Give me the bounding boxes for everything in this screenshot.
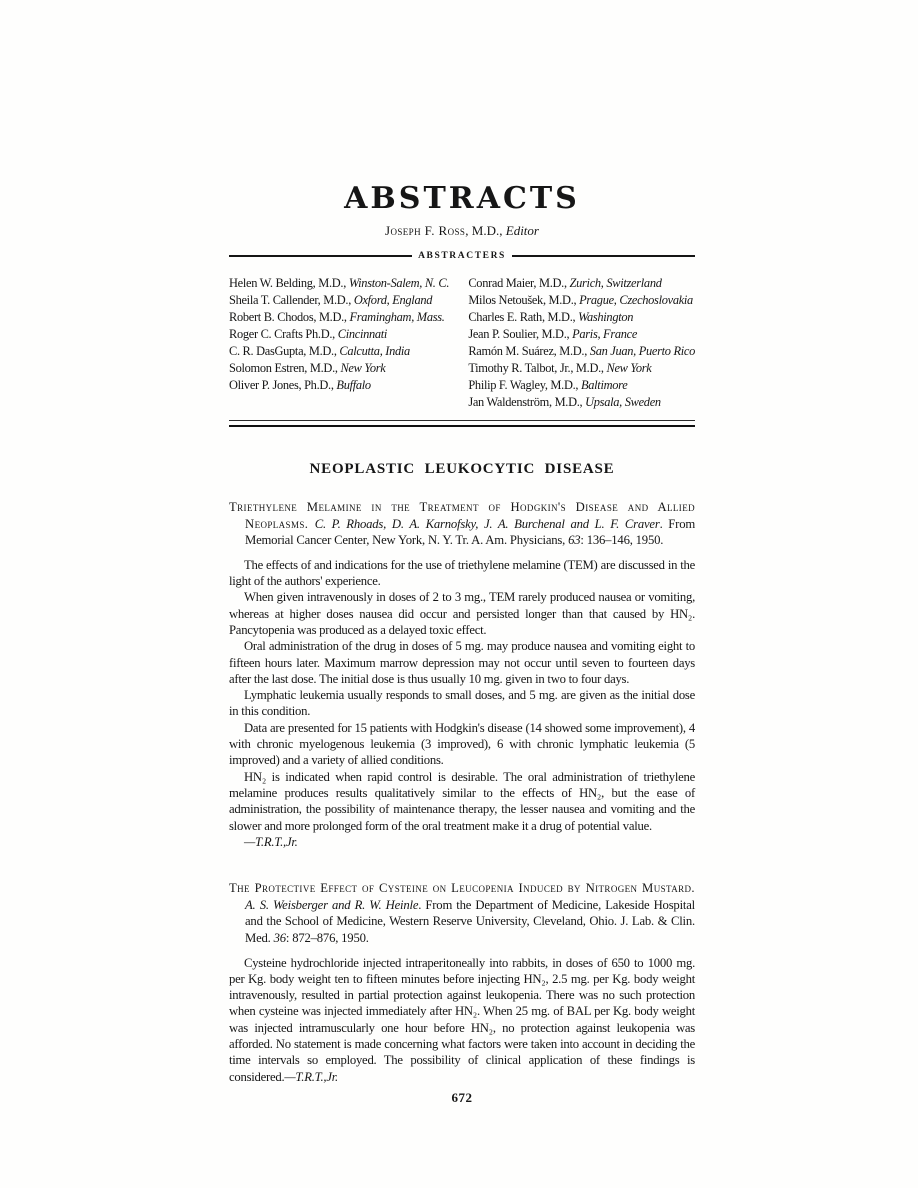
abstracter-name: Ramón M. Suárez, M.D.,: [468, 344, 590, 358]
abstracter-entry: [468, 309, 695, 326]
page-number: 672: [451, 1089, 473, 1105]
abstract-1-citation: [229, 499, 695, 549]
abstracter-name: Conrad Maier, M.D.,: [468, 276, 570, 290]
abstracter-location: Paris, France: [572, 327, 638, 341]
abstract-paragraph: [229, 769, 695, 850]
abstracter-name: Philip F. Wagley, M.D.,: [468, 378, 581, 392]
abstract-2-citation: [229, 880, 695, 946]
abstract-1-body: [229, 557, 695, 850]
abstracter-signature: —T.R.T.,Jr.: [244, 834, 298, 849]
abstracter-entry: [468, 275, 695, 292]
abstracter-name: Oliver P. Jones, Ph.D.,: [229, 378, 337, 392]
abstracter-entry: [229, 275, 449, 292]
abstract-2-body: [229, 955, 695, 1085]
abstract-body-text: Cysteine hydrochloride injected intraperitoneally into rabbits, in doses of 650 to 1000 mg. per Kg. body weight ten to fifteen minutes before injecting HN₂, 2.5 mg. per Kg. body weight intravenously, resulted in partial protection against leukopenia. There was no such protection when cysteine was injected immediately after HN₂. When 25 mg. of BAL per Kg. body weight was injected intramuscularly one hour before HN₂, no protection against leukopenia was afforded. No statement is made concerning what factors were taken into account in deciding the time intervals so employed. The possibility of clinical application of these findings is considered.: [229, 955, 695, 1084]
abstracter-entry: [229, 360, 449, 377]
abstracter-entry: [229, 292, 449, 309]
abstracter-entry: [468, 360, 695, 377]
abstract-1-title: Triethylene Melamine in the Treatment of Hodgkin's Disease and Allied Neoplasms.: [229, 500, 695, 531]
abstracter-location: Calcutta, India: [339, 344, 410, 358]
abstract-2-title: The Protective Effect of Cysteine on Leucopenia Induced by Nitrogen Mustard.: [229, 881, 695, 896]
abstracter-location: San Juan, Puerto Rico: [589, 344, 695, 358]
divider-line-right: [512, 255, 695, 257]
abstracter-name: Jean P. Soulier, M.D.,: [468, 327, 573, 341]
abstracters-divider: [229, 251, 695, 261]
abstracter-signature: —T.R.T.,Jr.: [284, 1069, 338, 1084]
abstracter-entry: [229, 326, 449, 343]
abstract-2-source: . From the Department of Medicine, Lakeside Hospital and the School of Medicine, Western Reserve University, Cleveland, Ohio. J. Lab. & Clin. Med.: [245, 897, 695, 945]
abstracter-entry: [468, 343, 695, 360]
abstract-paragraph: [229, 955, 695, 1085]
abstracter-name: Helen W. Belding, M.D.,: [229, 276, 349, 290]
section-heading: NEOPLASTIC LEUKOCYTIC DISEASE: [309, 461, 615, 477]
abstracter-entry: [229, 343, 449, 360]
abstracter-location: Washington: [578, 310, 634, 324]
abstract-1-volume: 63: [568, 533, 581, 548]
abstracter-location: Upsala, Sweden: [585, 395, 661, 409]
abstracter-location: Cincinnati: [337, 327, 388, 341]
abstracter-entry: [229, 377, 449, 394]
abstract-2: [229, 880, 695, 1085]
editor-role: Editor: [505, 223, 539, 238]
abstract-closing-text: HN₂ is indicated when rapid control is desirable. The oral administration of triethylene melamine produces results qualitatively similar to the effects of HN₂, but the ease of administration, the possibility of maintenance therapy, the lesser nausea and vomiting and the slower and more prolonged form of the oral treatment make it a drug of potential value.: [229, 769, 695, 833]
abstracter-location: Framingham, Mass.: [349, 310, 445, 324]
abstracter-location: Prague, Czechoslovakia: [579, 293, 693, 307]
editor-line: [229, 223, 695, 239]
abstracters-list: [229, 275, 695, 411]
abstracters-column-right: [468, 275, 695, 411]
abstracter-location: Zurich, Switzerland: [569, 276, 662, 290]
abstracter-name: Jan Waldenström, M.D.,: [468, 395, 586, 409]
abstracter-name: Robert B. Chodos, M.D.,: [229, 310, 350, 324]
abstract-1-authors: C. P. Rhoads, D. A. Karnofsky, J. A. Burchenal and L. F. Craver: [314, 516, 660, 531]
abstracter-entry: [229, 309, 449, 326]
abstracter-name: Milos Netoušek, M.D.,: [468, 293, 580, 307]
abstracter-location: New York: [606, 361, 652, 375]
editor-name: Joseph F. Ross: [385, 223, 466, 238]
abstracter-entry: [468, 377, 695, 394]
abstracter-location: Baltimore: [581, 378, 628, 392]
abstracter-name: C. R. DasGupta, M.D.,: [229, 344, 340, 358]
editor-degrees: , M.D.,: [465, 223, 506, 238]
abstract-2-authors: A. S. Weisberger and R. W. Heinle: [245, 897, 419, 912]
page-content: [229, 181, 695, 1106]
abstracter-entry: [468, 326, 695, 343]
section-divider-rule: [229, 420, 695, 427]
abstracter-name: Sheila T. Callender, M.D.,: [229, 293, 354, 307]
abstracter-location: Winston-Salem, N. C.: [348, 276, 450, 290]
abstract-1-source: . From Memorial Cancer Center, New York, N. Y. Tr. A. Am. Physicians,: [245, 516, 696, 548]
abstracter-location: Buffalo: [336, 378, 371, 392]
abstracter-entry: [468, 292, 695, 309]
divider-line-left: [229, 255, 412, 257]
abstracter-name: Charles E. Rath, M.D.,: [468, 310, 579, 324]
abstract-paragraph: Data are presented for 15 patients with Hodgkin's disease (14 showed some improvement), 4 with chronic myelogenous leukemia (3 improved), 6 with chronic lymphatic leukemia (5 improved) and a variety of allied conditions.: [229, 720, 695, 768]
abstract-2-pages: : 872–876, 1950.: [285, 930, 369, 945]
abstract-paragraph: Oral administration of the drug in doses of 5 mg. may produce nausea and vomiting eight to fifteen hours later. Maximum marrow depression may not occur until seven to fourteen days after the last dose. The initial dose is thus usually 10 mg. given in two to four days.: [229, 639, 695, 686]
abstracters-column-left: [229, 275, 449, 411]
abstract-1-pages: : 136–146, 1950.: [580, 533, 664, 548]
abstract-1: [229, 499, 695, 850]
abstracter-entry: [468, 394, 695, 411]
abstracter-name: Timothy R. Talbot, Jr., M.D.,: [468, 361, 607, 375]
abstract-paragraph: When given intravenously in doses of 2 to 3 mg., TEM rarely produced nausea or vomiting, whereas at higher doses nausea did occur and persisted longer than that caused by HN₂. Pancytopenia was produced as a delayed toxic effect.: [229, 590, 695, 637]
abstract-paragraph: Lymphatic leukemia usually responds to small doses, and 5 mg. are given as the initial dose in this condition.: [229, 688, 695, 719]
abstracter-name: Solomon Estren, M.D.,: [229, 361, 341, 375]
abstract-2-volume: 36: [273, 930, 286, 945]
abstracter-location: Oxford, England: [353, 293, 433, 307]
abstract-paragraph: The effects of and indications for the use of triethylene melamine (TEM) are discussed in the light of the authors' experience.: [229, 557, 695, 589]
abstracters-label: ABSTRACTERS: [418, 251, 506, 261]
abstracter-name: Roger C. Crafts Ph.D.,: [229, 327, 338, 341]
page-title: ABSTRACTS: [344, 181, 580, 216]
abstracter-location: New York: [340, 361, 386, 375]
